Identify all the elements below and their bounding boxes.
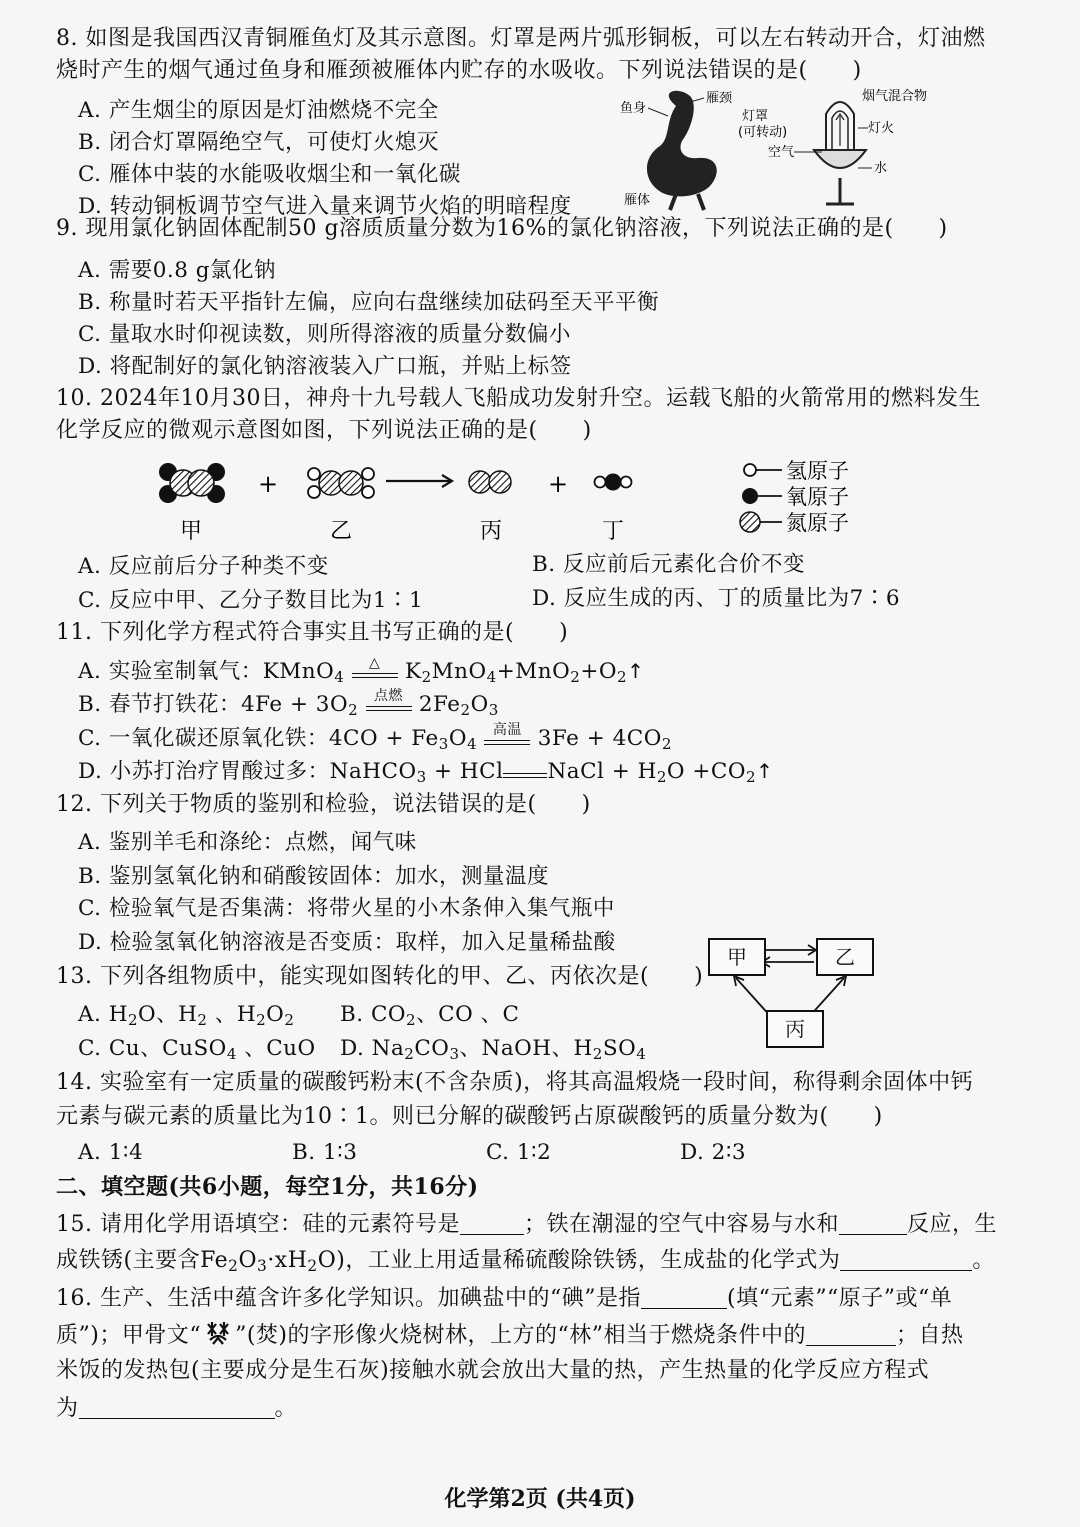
label-ding: 丁 <box>602 519 625 544</box>
q14-option-a: A. 1∶4 <box>78 1140 144 1165</box>
q12-option-b: B. 鉴别氢氧化钠和硝酸铵固体：加水，测量温度 <box>78 864 549 889</box>
q13-option-d: D. $Na_2CO_3$、NaOH、$H_2SO_4$ <box>340 1036 647 1063</box>
q11-option-a: A. 实验室制氧气：KMnO$_4$ △ $K_2MnO_4+MnO_2+O_2↑$ <box>78 655 645 686</box>
q11-stem: 11. 下列化学方程式符合事实且书写正确的是( ) <box>56 620 569 645</box>
legend-nitrogen: 氮原子 <box>786 511 849 535</box>
legend-hydrogen: 氢原子 <box>786 459 849 483</box>
q14-option-c: C. 1∶2 <box>486 1140 552 1165</box>
q16-blank-2[interactable] <box>806 1323 896 1346</box>
q9-option-b: B. 称量时若天平指针左偏，应向右盘继续加砝码至天平平衡 <box>78 290 659 315</box>
q11-option-c: C. 一氧化碳还原氧化铁：$4CO + Fe_3O_4$ 高温 $3Fe + 4CO_2$ <box>78 722 672 753</box>
atom-legend <box>740 459 849 535</box>
q8-option-c: C. 雁体中装的水能吸收烟尘和一氧化碳 <box>78 162 461 187</box>
q15-blank-2[interactable] <box>839 1212 907 1235</box>
q10-option-c: C. 反应中甲、乙分子数目比为1∶1 <box>78 588 424 613</box>
label-body: 雁体 <box>624 193 651 208</box>
goose-fish-lamp-drawing <box>618 86 938 214</box>
molecule-yi <box>308 468 374 498</box>
section-2-title: 二、填空题(共6小题，每空1分，共16分) <box>56 1174 479 1200</box>
q8-stem-line1: 8. 如图是我国西汉青铜雁鱼灯及其示意图。灯罩是两片弧形铜板，可以左右转动开合，灯油燃 <box>56 26 986 51</box>
q16-blank-1[interactable] <box>641 1286 727 1309</box>
q14-option-d: D. 2∶3 <box>680 1140 747 1165</box>
q14-option-b: B. 1∶3 <box>292 1140 358 1165</box>
reaction-molecules <box>150 454 890 546</box>
q15-line2: 成铁锈(主要含$Fe_2O_3\cdot xH_2O$)，工业上用适量稀硫酸除铁锈，生成盐的化学式为 。 <box>56 1248 995 1275</box>
q8-option-d: D. 转动铜板调节空气进入量来调节火焰的明暗程度 <box>78 194 572 219</box>
box-yi: 乙 <box>816 938 874 976</box>
q12-option-d: D. 检验氢氧化钠溶液是否变质：取样，加入足量稀盐酸 <box>78 930 616 955</box>
label-neck: 雁颈 <box>706 91 733 106</box>
q16-line3: 米饭的发热包(主要成分是生石灰)接触水就会放出大量的热，产生热量的化学反应方程式 <box>56 1358 930 1383</box>
q16-blank-3[interactable] <box>79 1396 275 1419</box>
q10-stem-line2: 化学反应的微观示意图如图，下列说法正确的是( ) <box>56 418 592 443</box>
label-air: 空气 <box>768 145 795 160</box>
q9-option-c: C. 量取水时仰视读数，则所得溶液的质量分数偏小 <box>78 322 571 347</box>
q8-option-a: A. 产生烟尘的原因是灯油燃烧不完全 <box>78 98 439 123</box>
label-rotatable: (可转动) <box>738 125 788 140</box>
molecule-jia <box>159 463 225 503</box>
box-bing: 丙 <box>766 1010 824 1048</box>
q10-option-b: B. 反应前后元素化合价不变 <box>532 552 805 577</box>
q13-transformation-diagram <box>704 934 874 1050</box>
q9-stem: 9. 现用氯化钠固体配制50 g溶质质量分数为16%的氯化钠溶液，下列说法正确的是( ) <box>56 216 948 241</box>
label-water: 水 <box>874 161 888 176</box>
q13-option-b: B. $CO_2$、CO 、C <box>340 1002 520 1029</box>
q8-stem-line2: 烧时产生的烟气通过鱼身和雁颈被雁体内贮存的水吸收。下列说法错误的是( ) <box>56 58 862 83</box>
q16-line4: 为 。 <box>56 1396 298 1421</box>
legend-oxygen: 氧原子 <box>786 485 849 509</box>
q10-stem-line1: 10. 2024年10月30日，神舟十九号载人飞船成功发射升空。运载飞船的火箭常用的燃料发生 <box>56 386 981 411</box>
q11-option-d: D. 小苏打治疗胃酸过多：NaHCO$_3$ + HCl NaCl + $H_2O$ $+CO_2↑$ <box>78 759 774 786</box>
oracle-bone-fen-glyph <box>205 1320 231 1346</box>
label-fire: 灯火 <box>868 121 895 136</box>
q16-line1: 16. 生产、生活中蕴含许多化学知识。加碘盐中的“碘”是指 (填“元素”“原子”或“单 <box>56 1286 953 1311</box>
q10-option-d: D. 反应生成的丙、丁的质量比为7∶6 <box>532 586 900 611</box>
q8-option-b: B. 闭合灯罩隔绝空气，可使灯火熄灭 <box>78 130 439 155</box>
q15-blank-3[interactable] <box>840 1248 972 1271</box>
molecule-ding <box>595 474 632 491</box>
page-footer: 化学第2页 (共4页) <box>444 1486 636 1512</box>
q9-option-d: D. 将配制好的氯化钠溶液装入广口瓶，并贴上标签 <box>78 354 572 379</box>
q13-option-a: A. $H_2O$、$H_2$ 、$H_2O_2$ <box>78 1002 295 1029</box>
box-jia: 甲 <box>708 938 766 976</box>
label-fish: 鱼身 <box>620 101 647 116</box>
q16-line2: 质”)；甲骨文“ ”(焚)的字形像火烧树林，上方的“林”相当于燃烧条件中的 ；自热 <box>56 1320 964 1351</box>
q12-stem: 12. 下列关于物质的鉴别和检验，说法错误的是( ) <box>56 792 591 817</box>
q13-stem: 13. 下列各组物质中，能实现如图转化的甲、乙、丙依次是( ) <box>56 964 704 989</box>
q14-stem-line1: 14. 实验室有一定质量的碳酸钙粉末(不含杂质)，将其高温煅烧一段时间，称得剩余固体中钙 <box>56 1070 974 1095</box>
label-yi: 乙 <box>330 519 353 544</box>
plus-sign-1: + <box>258 470 279 498</box>
label-bing: 丙 <box>480 519 503 544</box>
q12-option-a: A. 鉴别羊毛和涤纶：点燃，闻气味 <box>78 830 417 855</box>
reaction-micro-diagram <box>150 454 890 546</box>
q12-option-c: C. 检验氧气是否集满：将带火星的小木条伸入集气瓶中 <box>78 896 615 921</box>
label-shade: 灯罩 <box>742 109 769 124</box>
q14-stem-line2: 元素与碳元素的质量比为10∶1。则已分解的碳酸钙占原碳酸钙的质量分数为( ) <box>56 1104 883 1129</box>
goose-fish-lamp-figure <box>618 86 938 214</box>
label-jia: 甲 <box>180 519 203 544</box>
q9-option-a: A. 需要0.8 g氯化钠 <box>78 258 276 283</box>
q11-option-b: B. 春节打铁花：$4Fe + 3O_2$ 点燃 $2Fe_2O_3$ <box>78 688 499 719</box>
label-smoke: 烟气混合物 <box>862 89 928 104</box>
molecule-bing <box>469 471 511 493</box>
q15-blank-1[interactable] <box>460 1212 524 1235</box>
plus-sign-2: + <box>548 470 569 498</box>
q15-line1: 15. 请用化学用语填空：硅的元素符号是 ；铁在潮湿的空气中容易与水和 反应，生 <box>56 1212 998 1237</box>
q10-option-a: A. 反应前后分子种类不变 <box>78 554 329 579</box>
q13-option-c: C. Cu、CuSO$_4$ 、CuO <box>78 1036 316 1063</box>
